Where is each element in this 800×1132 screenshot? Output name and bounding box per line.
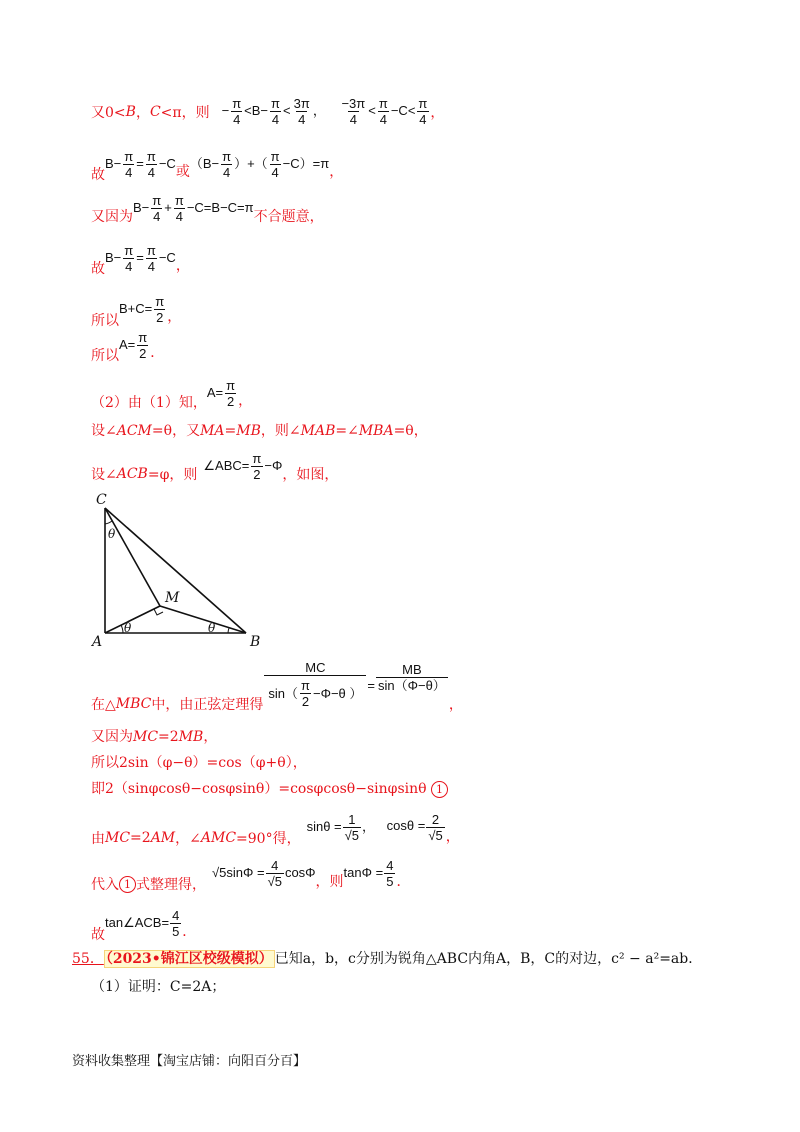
line-9 [91, 448, 338, 484]
right-angle-mark [154, 609, 163, 615]
fraction [170, 908, 181, 939]
num: 3π [293, 96, 310, 111]
text: 由 [91, 831, 105, 847]
num: 1 [348, 811, 356, 827]
var: MC [105, 830, 131, 846]
fraction [339, 96, 367, 127]
line-1 [91, 96, 444, 127]
equation-6 [119, 330, 150, 361]
var: MB [178, 729, 204, 745]
sym: −Φ−θ ） [313, 685, 363, 701]
sym: < [407, 102, 416, 118]
fraction [136, 330, 149, 361]
num: π [152, 192, 162, 208]
var-C: C [149, 103, 161, 120]
text: ． [150, 345, 165, 361]
text: =2 [158, 729, 179, 745]
line-14 [91, 806, 460, 848]
text: ， [167, 309, 182, 325]
sym: A= [206, 384, 224, 400]
den: 4 [419, 112, 427, 127]
sym: ， [362, 818, 376, 834]
sym: + [164, 199, 172, 215]
var: MB [236, 423, 261, 439]
sym: −C [158, 155, 176, 171]
fraction [173, 193, 186, 224]
text: 又0< [91, 104, 126, 121]
den: √5 [267, 873, 282, 889]
text: （2）由（1）知， [91, 395, 207, 411]
label-B: B [250, 634, 261, 650]
var: AM [150, 830, 176, 846]
sym: cosΦ [284, 864, 316, 880]
line-4 [91, 238, 190, 278]
num: π [174, 192, 184, 208]
den: 4 [271, 164, 279, 180]
sym: A= [119, 336, 136, 352]
line-8 [91, 420, 428, 440]
fraction [145, 149, 158, 180]
equation-2 [105, 149, 176, 180]
var: AMC [200, 830, 237, 846]
den: 4 [298, 112, 306, 127]
den: 4 [125, 258, 133, 274]
num: 4 [172, 907, 180, 923]
line-10 [91, 656, 463, 714]
footer: 资料收集整理【淘宝店铺：向阳百分百】 [72, 1054, 307, 1069]
den: √5 [428, 827, 443, 843]
equation-16 [105, 908, 182, 939]
text: ， [448, 697, 463, 713]
fraction [150, 193, 163, 224]
den: 4 [222, 164, 231, 180]
sym: B− [251, 102, 269, 118]
den: 4 [271, 112, 280, 127]
text: = [224, 423, 237, 439]
line-11 [91, 726, 217, 746]
num: 4 [271, 857, 279, 873]
text: ． [182, 924, 197, 940]
den: 2 [226, 393, 235, 409]
question-source: （2023•锦江区校级模拟） [105, 951, 273, 967]
equation-10 [263, 660, 448, 711]
text: ， [430, 104, 445, 121]
sym: = [367, 677, 375, 693]
text: ， [135, 104, 150, 121]
fraction [266, 858, 284, 889]
sym: < [244, 102, 252, 118]
sym: ）+（ [234, 155, 268, 171]
sym: −Φ [264, 457, 283, 473]
text: ，如图， [282, 467, 339, 483]
den: 4 [175, 208, 183, 224]
fraction [230, 96, 243, 127]
den: 2 [301, 693, 310, 709]
fraction [384, 858, 395, 889]
text: ， [329, 164, 344, 180]
equation-15 [212, 858, 316, 889]
den: sin（Φ−θ） [378, 677, 446, 693]
question-text: 已知a，b，c分别为锐角△ABC内角A，B，C的对边，c² − a²=ab． [274, 951, 703, 967]
num: MC [305, 659, 326, 675]
line-6 [91, 325, 164, 365]
text: =∠ [335, 423, 359, 439]
text: 又因为 [91, 209, 133, 225]
den [264, 675, 366, 711]
text: 故 [91, 927, 105, 943]
fraction [145, 243, 158, 274]
num: −3π [341, 96, 366, 111]
num: π [222, 148, 232, 164]
text: =θ，又 [151, 423, 201, 439]
var: MAB [300, 423, 336, 439]
text: ，∠ [175, 831, 201, 847]
text: =φ，则 [147, 467, 198, 483]
text: =2 [130, 830, 151, 846]
text: 故 [91, 261, 105, 277]
text: 代入 [91, 877, 119, 893]
circled-number: 1 [119, 876, 136, 893]
equation-14 [307, 812, 446, 843]
num: π [146, 242, 156, 258]
label-A: A [92, 634, 103, 650]
fraction [376, 662, 448, 693]
sym: tanΦ = [343, 864, 384, 880]
num: π [252, 450, 262, 466]
text: ， [175, 258, 190, 274]
equation-5 [119, 294, 167, 325]
circled-number: 1 [431, 781, 448, 798]
fraction [220, 149, 233, 180]
text: 在△ [91, 697, 116, 713]
fraction [264, 660, 366, 711]
sym: B+C= [119, 300, 153, 316]
equation-4 [105, 243, 176, 274]
fraction [269, 149, 282, 180]
text: 又因为 [91, 729, 133, 745]
den: 4 [125, 164, 133, 180]
num: 2 [431, 811, 440, 827]
side-CB [105, 508, 246, 633]
sym: = [136, 155, 144, 171]
den: 5 [172, 923, 180, 939]
text: 设∠ [91, 467, 117, 483]
sym: −C [158, 249, 176, 265]
equation-9 [203, 451, 282, 482]
den: 2 [253, 466, 261, 482]
var: ACB [116, 466, 148, 482]
fraction [343, 812, 361, 843]
fraction [426, 812, 444, 843]
num: π [124, 148, 134, 164]
num: π [138, 329, 148, 345]
question-55-part1: （1）证明：C=2A； [91, 979, 226, 995]
sym: B− [105, 155, 122, 171]
text: 不合题意， [253, 209, 324, 225]
var: MBC [115, 696, 152, 712]
sym: = [136, 249, 144, 265]
triangle-figure [90, 490, 270, 650]
label-theta-B: θ [208, 621, 216, 635]
label-C: C [96, 492, 107, 508]
num: π [124, 242, 134, 258]
line-15 [91, 852, 410, 894]
sym: √5sinΦ = [212, 864, 265, 880]
num: π [226, 377, 236, 393]
angle-arc-C [105, 521, 112, 524]
den: 2 [156, 309, 164, 325]
var-B: B [125, 103, 136, 120]
label-M: M [165, 590, 180, 606]
text: =90°得， [236, 831, 301, 847]
text: ，则∠ [260, 423, 301, 439]
den: 4 [153, 208, 161, 224]
inequality-1 [222, 96, 431, 127]
text: 式整理得， [136, 877, 206, 893]
num: π [270, 148, 280, 164]
text: 中，由正弦定理得 [151, 697, 264, 713]
sym: − [221, 102, 230, 118]
sym: （B− [189, 155, 220, 171]
num: π [155, 293, 165, 309]
num: MB [402, 661, 422, 677]
var: MBA [358, 423, 394, 439]
line-7 [91, 374, 252, 412]
num: 4 [386, 857, 394, 873]
num: π [232, 96, 242, 111]
text: 所以 [91, 348, 119, 364]
fraction [377, 96, 390, 127]
sym: −C [390, 102, 408, 118]
fraction [224, 378, 237, 409]
question-number: 55． [72, 951, 104, 967]
text: ， [203, 729, 218, 745]
fraction [153, 294, 166, 325]
text: 所以 [91, 313, 119, 329]
line-16 [91, 902, 196, 944]
var: MA [200, 423, 225, 439]
sym: < [368, 102, 376, 118]
line-3 [91, 190, 324, 226]
sym: cosθ = [386, 818, 426, 834]
den: 4 [147, 258, 155, 274]
num: π [146, 148, 156, 164]
line-5 [91, 288, 181, 330]
sym: B− [105, 249, 122, 265]
text: ，则 [315, 874, 344, 890]
var: ACM [116, 423, 152, 439]
sym: −C）=π [282, 155, 330, 171]
text: 或 [175, 164, 190, 180]
text: ， [445, 829, 460, 845]
line-2 [91, 144, 343, 184]
fraction [292, 96, 312, 127]
fraction [122, 243, 135, 274]
den: 4 [379, 112, 387, 127]
num: π [271, 96, 281, 111]
text: 设∠ [91, 423, 117, 439]
equation-15b [344, 858, 397, 889]
fraction [416, 96, 429, 127]
segment-AM [105, 606, 160, 633]
sym: sinθ = [306, 818, 342, 834]
label-theta-C: θ [108, 527, 116, 541]
text: 故 [91, 167, 105, 183]
label-theta-A: θ [124, 621, 132, 635]
den: 4 [147, 164, 155, 180]
sym: ∠ABC= [203, 457, 250, 473]
segment-CM [105, 508, 160, 606]
text: ． [396, 874, 411, 890]
text: ， [238, 393, 253, 409]
segment-MB [160, 606, 246, 633]
fraction [299, 678, 312, 709]
den: 4 [233, 112, 241, 127]
fraction [122, 149, 135, 180]
equation-7 [207, 378, 238, 409]
text: 即2（sinφcosθ−cosφsinθ）=cosφcosθ−sinφsinθ [91, 781, 427, 797]
sym: sin（ [268, 685, 299, 701]
text: <π，则 [160, 104, 210, 121]
sym: B− [133, 199, 150, 215]
var: MC [133, 729, 159, 745]
den: 5 [386, 873, 394, 889]
equation-2b [190, 149, 329, 180]
angle-arc-A [121, 625, 123, 633]
sym: ， [312, 102, 326, 118]
question-55 [72, 948, 702, 968]
num: π [418, 96, 428, 111]
sym: −C=B−C=π [186, 199, 254, 215]
equation-3 [133, 193, 254, 224]
den: 4 [349, 112, 357, 127]
sym: tan∠ACB= [105, 914, 170, 930]
den: √5 [344, 827, 360, 843]
fraction [250, 451, 263, 482]
line-12: 所以2sin（φ−θ）=cos（φ+θ）， [91, 755, 307, 771]
line-13 [91, 778, 448, 798]
sym: < [283, 102, 291, 118]
num: π [301, 677, 310, 693]
fraction [269, 96, 282, 127]
den: 2 [139, 345, 147, 361]
text: =θ， [393, 423, 428, 439]
num: π [378, 96, 388, 111]
